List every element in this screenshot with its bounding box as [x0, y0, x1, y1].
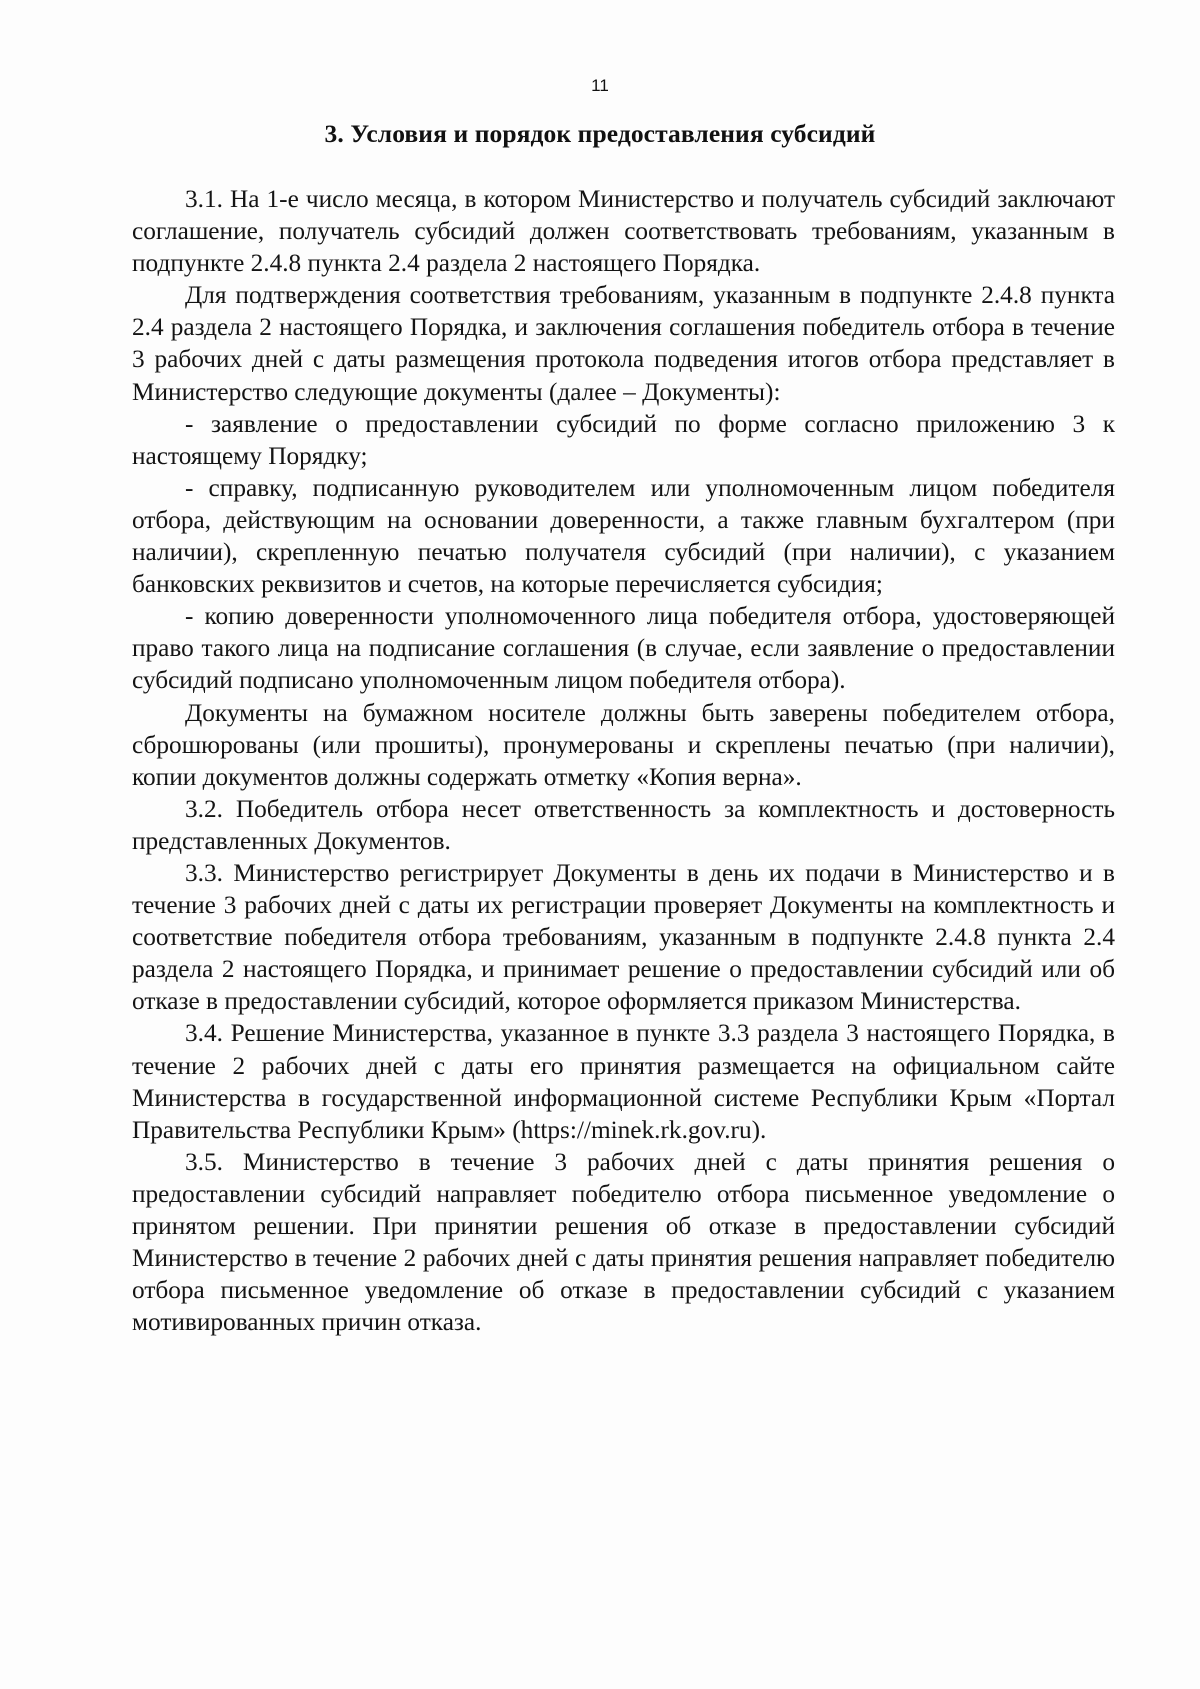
list-item-power-of-attorney: - копию доверенности уполномоченного лица победителя отбора, удостоверяющей право такого лица на подписание соглашения (в случае, если заявление о предоставлении субсидий подписано уполномоченным лицом победителя отбора). [132, 602, 1115, 695]
paragraph-3-3: 3.3. Министерство регистрирует Документы в день их подачи в Министерство и в течение 3 рабочих дней с даты их регистрации проверяет Документы на комплектность и соответствие победителя отбора требованиям, указанным в подпункте 2.4.8 пункта 2.4 раздела 2 настоящего Порядка, и принимает решение о предоставлении субсидий или об отказе в предоставлении субсидий, которое оформляется приказом Министерства. [132, 858, 1115, 1016]
list-item-certificate: - справку, подписанную руководителем или уполномоченным лицом победителя отбора, действующим на основании доверенности, а также главным бухгалтером (при наличии), скрепленную печатью получателя субсидий (при наличии), с указанием банковских реквизитов и счетов, на которые перечисляется субсидия; [132, 473, 1115, 599]
page-number: 11 [591, 76, 609, 95]
paragraph-documents-intro: Для подтверждения соответствия требованиям, указанным в подпункте 2.4.8 пункта 2.4 раздела 2 настоящего Порядка, и заключения соглашения победитель отбора в течение 3 рабочих дней с даты размещения протокола подведения итогов отбора представляет в Министерство следующие документы (далее – Документы): [132, 281, 1115, 406]
paragraph-3-2: 3.2. Победитель отбора несет ответственность за комплектность и достоверность представленных Документов. [132, 794, 1115, 855]
list-item-application: - заявление о предоставлении субсидий по форме согласно приложению 3 к настоящему Порядку; [132, 409, 1115, 470]
body-text [132, 183, 1115, 1338]
paragraph-3-5: 3.5. Министерство в течение 3 рабочих дней с даты принятия решения о предоставлении субсидий направляет победителю отбора письменное уведомление о принятом решении. При принятии решения об отказе в предоставлении субсидий Министерство в течение 2 рабочих дней с даты принятия решения направляет победителю отбора письменное уведомление об отказе в предоставлении субсидий с указанием мотивированных причин отказа. [132, 1147, 1115, 1337]
paragraph-3-4: 3.4. Решение Министерства, указанное в пункте 3.3 раздела 3 настоящего Порядка, в течение 2 рабочих дней с даты его принятия размещается на официальном сайте Министерства в государственной информационной системе Республики Крым «Портал Правительства Республики Крым» (https://minek.rk.gov.ru). [132, 1019, 1115, 1144]
paragraph-3-1: 3.1. На 1-е число месяца, в котором Министерство и получатель субсидий заключают соглашение, получатель субсидий должен соответствовать требованиям, указанным в подпункте 2.4.8 пункта 2.4 раздела 2 настоящего Порядка. [132, 185, 1115, 278]
paragraph-paper-documents: Документы на бумажном носителе должны быть заверены победителем отбора, сброшюрованы (или прошиты), пронумерованы и скреплены печатью (при наличии), копии документов должны содержать отметку «Копия верна». [132, 698, 1115, 791]
section-title: 3. Условия и порядок предоставления субсидий [324, 119, 876, 148]
